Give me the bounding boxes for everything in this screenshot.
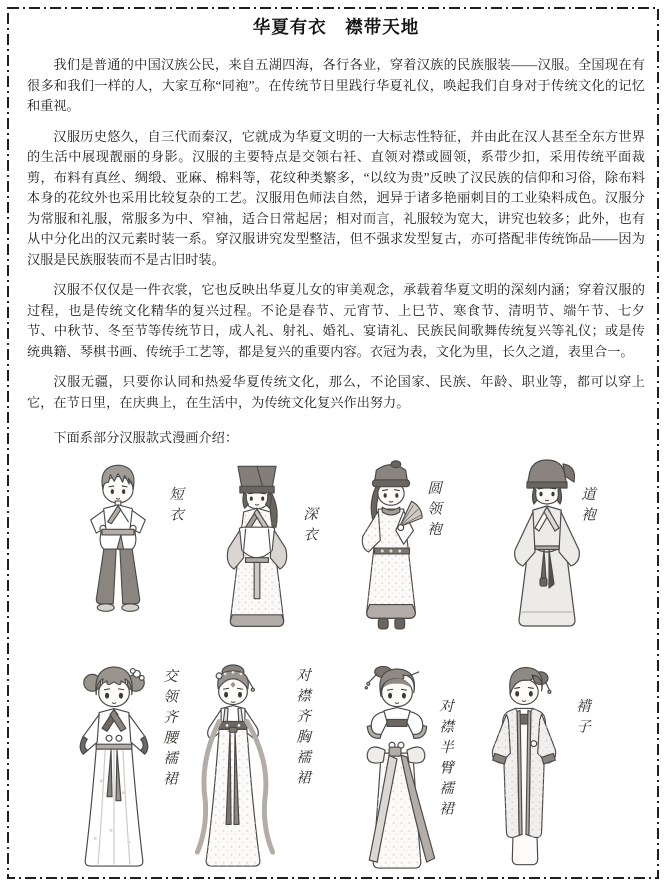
paragraph-history: 汉服历史悠久，自三代而秦汉，它就成为华夏文明的一大标志性特征，并由此在汉人甚至全东方世界的生活中展现靓丽的身影。汉服的主要特点是交领右衽、直领对襟或圆领，系带少扣，采用传统平面裁剪，布料有真丝、绸缎、亚麻、棉料等，花纹种类繁多，“以纹为贵”反映了汉民族的信仰和习俗，除布料本身的花纹外也采用比较复杂的工艺。汉服用色师法自然，迥异于诸多艳丽刺目的工业染料成色。汉服分为常服和礼服，常服多为中、窄袖，适合日常起居；相对而言，礼服较为宽大，讲究也较多；此外，也有从中分化出的汉元素时装一系。穿汉服讲究发型整洁，但不强求发型复古，亦可搭配非传统饰品——因为汉服是民族服装而不是古旧时装。 [27,128,645,267]
yuanlingpao-illustration [353,456,429,646]
daopao-illustration [503,456,591,646]
figure-yuanlingpao [353,456,429,651]
shenyi-illustration [217,458,297,646]
figure-label: 褙子 [574,698,590,739]
figures-intro: 下面系部分汉服款式漫画介绍： [53,430,239,445]
paragraph-appeal: 汉服无疆，只要你认同和热爱华夏传统文化，那么，不论国家、民族、年龄、职业等，都可以穿上它，在节日里，在庆典上，在生活中，为传统文化复兴作出努力。 [27,374,645,410]
figure-beizi [483,662,567,881]
figure-label: 短衣 [167,486,183,527]
figure-label: 深衣 [301,506,317,547]
duijin-qixiong-ruqun-illustration [189,662,281,872]
duijin-banbi-ruqun-illustration [351,662,443,874]
page-title: 华夏有衣 襟带天地 [252,17,420,37]
figure-duijin-banbi-ruqun [351,662,443,879]
figure-duanyi [85,456,151,651]
figure-label: 对襟齐胸襦裙 [294,667,310,790]
paragraph-intro: 我们是普通的中国汉族公民，来自五湖四海，各行各业，穿着汉族的民族服装——汉服。全国现在有很多和我们一样的人，大家互称“同袍”。在传统节日里践行华夏礼仪，唤起我们自身对于传统文化的记忆和重视。 [27,57,645,113]
document-body [27,8,645,423]
figure-jiaoling-qiyao-ruqun [71,662,159,877]
figures-section [27,428,645,878]
duanyi-illustration [85,456,151,646]
figure-shenyi [217,458,297,651]
figure-label: 交领齐腰襦裙 [161,668,177,791]
beizi-illustration [483,662,567,876]
paragraph-culture: 汉服不仅仅是一件衣裳，它也反映出华夏儿女的审美观念，承载着华夏文明的深刻内涵；穿着汉服的过程，也是传统文化精华的复兴过程。不论是春节、元宵节、上巳节、寒食节、清明节、端午节、七夕节、中秋节、冬至节等传统节日，成人礼、射礼、婚礼、宴请礼、民族民间歌舞传统复兴等礼仪；或是传统典籍、琴棋书画、传统手工艺等，都是复兴的重要内容。衣冠为表，文化为里，长久之道，表里合一。 [27,282,645,359]
figure-label: 对襟半臂襦裙 [437,698,453,821]
jiaoling-qiyao-ruqun-illustration [71,662,159,872]
figure-label: 道袍 [579,486,595,527]
figure-duijin-qixiong-ruqun [189,662,281,877]
figure-label: 圆领袍 [425,480,441,542]
